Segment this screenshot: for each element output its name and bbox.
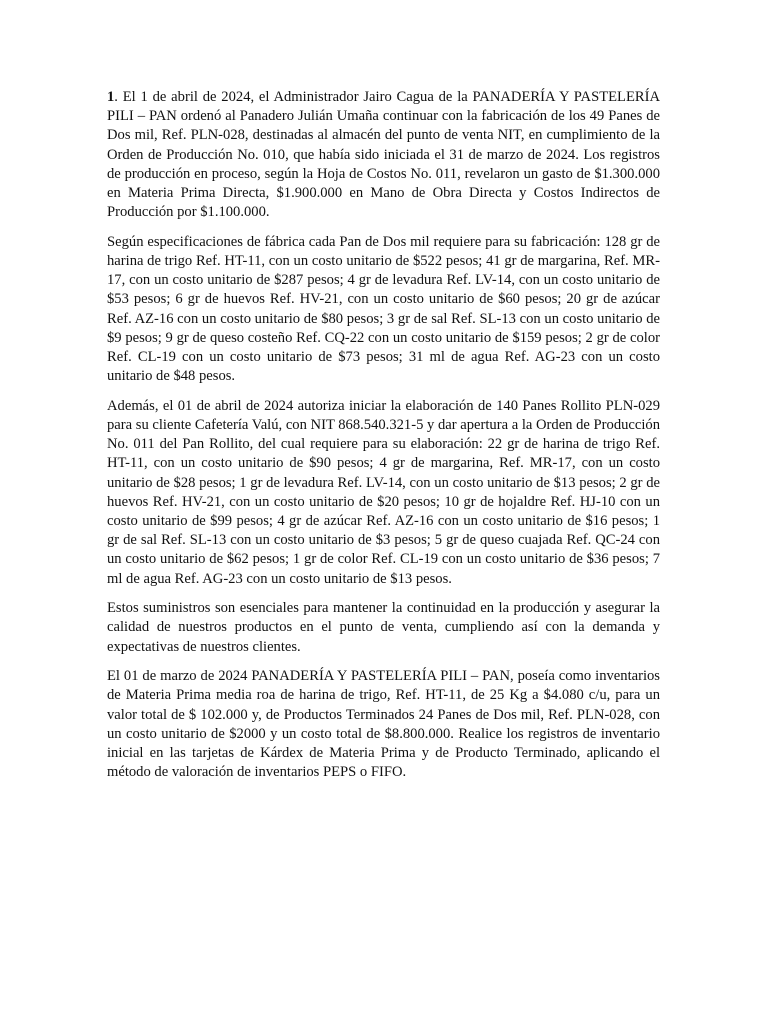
paragraph-5: El 01 de marzo de 2024 PANADERÍA Y PASTELERÍA PILI – PAN, poseía como inventarios de Materia Prima media roa de harina de trigo, Ref. HT-11, de 25 Kg a $4.080 c/u, para un valor total de $ 102.000 y, de Productos Terminados 24 Panes de Dos mil, Ref. PLN-028, con un costo unitario de $2000 y un costo total de $8.800.000. Realice los registros de inventario inicial en las tarjetas de Kárdex de Materia Prima y de Producto Terminado, aplicando el método de valoración de inventarios PEPS o FIFO. [107, 668, 660, 781]
document-page [107, 88, 660, 793]
item-number: 1 [107, 89, 115, 105]
paragraph-2: Según especificaciones de fábrica cada Pan de Dos mil requiere para su fabricación: 128 gr de harina de trigo Ref. HT-11, con un costo unitario de $522 pesos; 41 gr de margarina, Ref. MR-17, con un costo unitario de $287 pesos; 4 gr de levadura Ref. LV-14, con un costo unitario de $53 pesos; 6 gr de huevos Ref. HV-21, con un costo unitario de $60 pesos; 20 gr de azúcar Ref. AZ-16 con un costo unitario de $80 pesos; 3 gr de sal Ref. SL-13 con un costo unitario de $9 pesos; 9 gr de queso costeño Ref. CQ-22 con un costo unitario de $159 pesos; 2 gr de color Ref. CL-19 con un costo unitario de $73 pesos; 31 ml de agua Ref. AG-23 con un costo unitario de $48 pesos. [107, 233, 660, 385]
paragraph-3: Además, el 01 de abril de 2024 autoriza iniciar la elaboración de 140 Panes Rollito PLN-029 para su cliente Cafetería Valú, con NIT 868.540.321-5 y dar apertura a la Orden de Producción No. 011 del Pan Rollito, del cual requiere para su elaboración: 22 gr de harina de trigo Ref. HT-11, con un costo unitario de $90 pesos; 4 gr de margarina, Ref. MR-17, con un costo unitario de $28 pesos; 1 gr de levadura Ref. LV-14, con un costo unitario de $13 pesos; 2 gr de huevos Ref. HV-21, con un costo unitario de $20 pesos; 10 gr de hojaldre Ref. HJ-10 con un costo unitario de $99 pesos; 4 gr de azúcar Ref. AZ-16 con un costo unitario de $16 pesos; 1 gr de sal Ref. SL-13 con un costo unitario de $3 pesos; 5 gr de queso cuajada Ref. QC-24 con un costo unitario de $62 pesos; 1 gr de color Ref. CL-19 con un costo unitario de $36 pesos; 7 ml de agua Ref. AG-23 con un costo unitario de $13 pesos. [107, 397, 661, 587]
paragraph-4: Estos suministros son esenciales para mantener la continuidad en la producción y asegurar la calidad de nuestros productos en el punto de venta, cumpliendo así con la demanda y expectativas de nuestros clientes. [107, 600, 660, 655]
paragraph-1 [107, 88, 660, 222]
paragraph-1-text: . El 1 de abril de 2024, el Administrador Jairo Cagua de la PANADERÍA Y PASTELERÍA PILI – PAN ordenó al Panadero Julián Umaña continuar con la fabricación de los 49 Panes de Dos mil, Ref. PLN-028, destinadas al almacén del punto de venta NIT, en cumplimiento de la Orden de Producción No. 010, que había sido iniciada el 31 de marzo de 2024. Los registros de producción en proceso, según la Hoja de Costos No. 011, revelaron un gasto de $1.300.000 en Materia Prima Directa, $1.900.000 en Mano de Obra Directa y Costos Indirectos de Producción por $1.100.000. [107, 89, 660, 221]
